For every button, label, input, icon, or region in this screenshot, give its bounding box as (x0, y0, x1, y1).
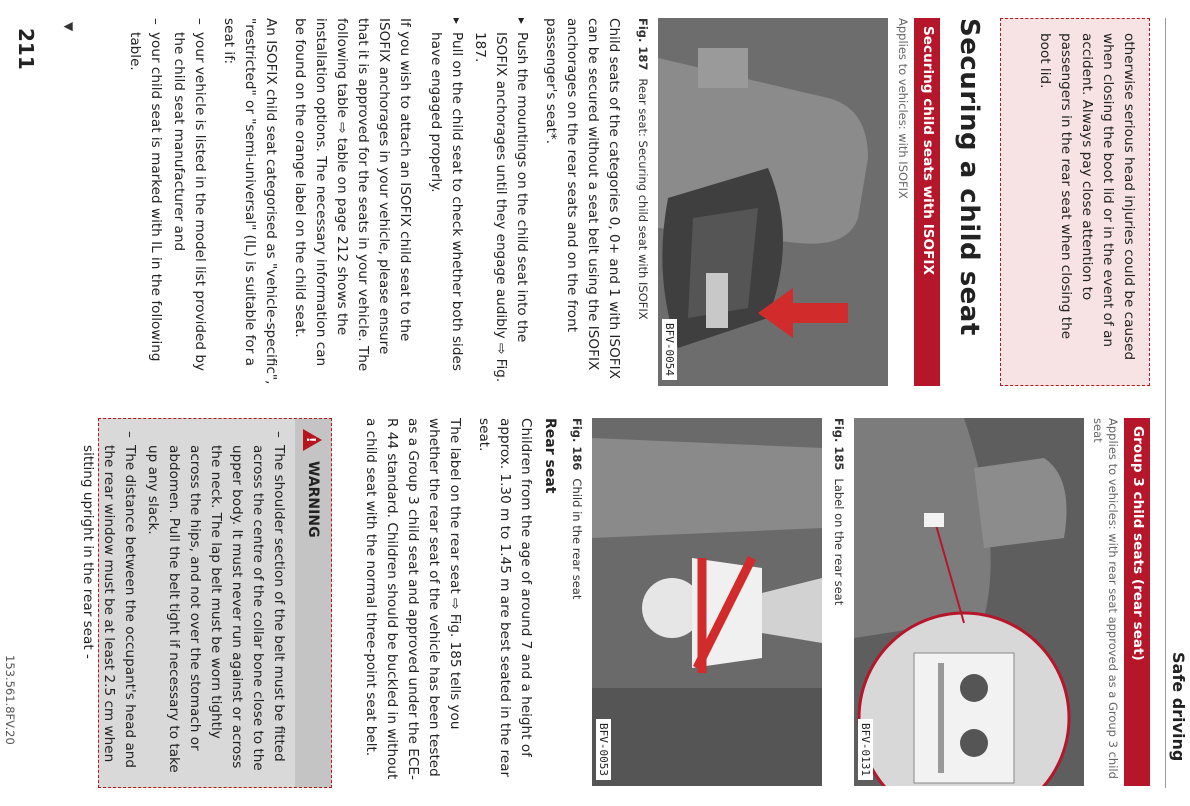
fig-186-caption-text: Child in the rear seat (570, 478, 584, 600)
warning-continuation-text: otherwise serious head injuries could be caused when closing the boot lid or in the event of an accident. Always pay close attention to passengers in the rear seat when closing the boot lid. (1037, 33, 1137, 361)
group3-para-2: The label on the rear seat ⇨ Fig. 185 tells you whether the rear seat of the vehicle has been tested as a Group 3 child seat and approved under the ECE-R 44 standard. Children should be buckled in without a child seat with the normal three-point seat belt. (363, 418, 463, 780)
fig-186-number: Fig. 186 (570, 418, 584, 471)
fig-187-image (658, 18, 888, 386)
warning-item-2: – The distance between the occupant's head and the rear window must be at least 2.5 cm when sitting upright in the rear seat - (77, 431, 140, 775)
group3-para-1: Children from the age of around 7 and a height of approx. 1.30 m to 1.45 m are best seated in the rear seat. (476, 418, 534, 778)
fig-185-caption-text: Label on the rear seat (832, 478, 846, 606)
group3-heading: Group 3 child seats (rear seat) (1124, 418, 1150, 786)
fig-187-code: BFV-0054 (662, 319, 677, 380)
page-number: 211 (14, 28, 38, 70)
fig-187-caption-text: Rear seat: Securing child seat with ISOFIX (636, 78, 650, 320)
warning-continuation-box (1000, 18, 1150, 386)
isofix-condition-1: – your vehicle is listed in the model list provided by the child seat manufacturer and (168, 18, 210, 386)
warning-title: WARNING (305, 461, 321, 538)
fig-186-code: BFV-0053 (596, 719, 611, 780)
fig-185-image (854, 418, 1084, 786)
isofix-step-1: ▸ Push the mountings on the child seat into the ISOFIX anchorages until they engage audibly ⇨ Fig. 187. (469, 18, 532, 386)
document-id: 153.561.8FV.20 (3, 655, 17, 745)
fig-187-caption (636, 18, 650, 386)
fig-185-caption (832, 418, 846, 786)
group3-applies: Applies to vehicles: with rear seat approved as a Group 3 child seat (1091, 418, 1120, 779)
fig-187-number: Fig. 187 (636, 18, 650, 71)
group3-body (352, 418, 558, 786)
fig-185-number: Fig. 185 (832, 418, 846, 471)
child-rear-seat-illustration (592, 418, 822, 786)
rear-seat-subheading: Rear seat (542, 418, 558, 494)
warning-header (295, 419, 331, 787)
running-head: Safe driving (1169, 652, 1188, 762)
section-title-wrap (954, 18, 984, 386)
isofix-para-2: If you wish to attach an ISOFIX child seat to the ISOFIX anchorages in your vehicle, please ensure that it is approved for the seats in your vehicle. The following table ⇨ table on page 212 shows the installation options. The necessary information can be found on the orange label on the child seat. (292, 18, 413, 372)
fig-185-code: BFV-0131 (858, 719, 873, 780)
isofix-body (122, 18, 624, 386)
isofix-applies: Applies to vehicles: with ISOFIX (896, 18, 910, 199)
continue-arrow-icon: ▼ (62, 22, 76, 32)
fig-186-image (592, 418, 822, 786)
section-title: Securing a child seat (954, 18, 984, 336)
isofix-step-2: ▸ Pull on the child seat to check whether both sides have engaged properly. (425, 18, 467, 386)
fig-186-caption (570, 418, 584, 786)
warning-panel (80, 418, 332, 788)
isofix-seat-illustration (658, 18, 888, 386)
isofix-condition-2: – your child seat is marked with IL in the following table. (124, 18, 166, 386)
warning-triangle-icon: ! (304, 429, 323, 451)
isofix-para-3: An ISOFIX child seat categorised as "vehicle-specific", "restricted" or "semi-universal" (IL) is suitable for a seat if: (221, 18, 279, 385)
warning-item-1: – The shoulder section of the belt must be fitted across the centre of the collar bone close to the upper body. It must never run against or across the neck. The lap belt must be worn tightly across the hips, and not over the stomach or abdomen. Pull the belt tight if necessary to take up any slack. (142, 431, 289, 775)
isofix-heading: Securing child seats with ISOFIX (914, 18, 940, 386)
rear-seat-label-illustration (854, 418, 1084, 786)
header-rule (1165, 18, 1166, 788)
isofix-intro: Child seats of the categories 0, 0+ and 1 with ISOFIX can be secured without a seat belt using the ISOFIX anchorages on the rear seats and on the front passenger's seat*. (543, 18, 622, 379)
